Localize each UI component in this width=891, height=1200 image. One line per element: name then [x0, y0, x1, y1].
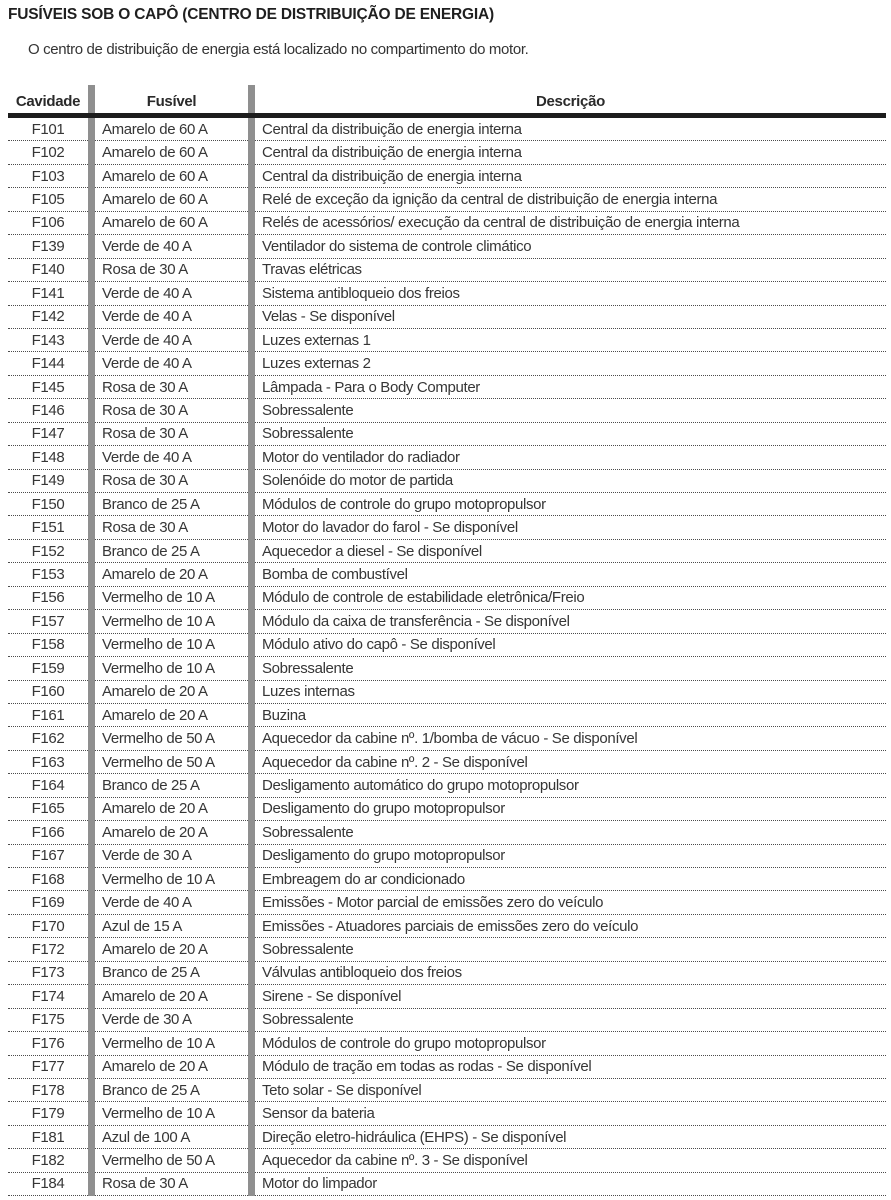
fuse-cell: Amarelo de 60 A	[102, 191, 208, 209]
table-row	[8, 1032, 886, 1055]
description-cell: Sensor da bateria	[262, 1105, 375, 1123]
cavity-cell: F152	[31, 542, 65, 560]
fuse-cell: Amarelo de 20 A	[102, 823, 208, 841]
description-cell: Luzes externas 2	[262, 355, 371, 373]
cavity-cell: F146	[31, 401, 65, 419]
fuse-cell: Amarelo de 60 A	[102, 144, 208, 162]
table-row	[8, 751, 886, 774]
fuse-table	[8, 85, 886, 1196]
fuse-cell: Amarelo de 60 A	[102, 214, 208, 232]
description-cell: Teto solar - Se disponível	[262, 1081, 422, 1099]
table-row	[8, 868, 886, 891]
table-row	[8, 915, 886, 938]
fuse-cell: Rosa de 30 A	[102, 378, 188, 396]
description-cell: Relé de exceção da ignição da central de distribuição de energia interna	[262, 191, 718, 209]
column-header-descricao: Descrição	[535, 93, 605, 110]
description-cell: Emissões - Atuadores parciais de emissões zero do veículo	[262, 917, 639, 935]
cavity-cell: F159	[31, 659, 65, 677]
description-cell: Direção eletro-hidráulica (EHPS) - Se disponível	[262, 1128, 567, 1146]
cavity-cell: F101	[31, 120, 65, 138]
cavity-cell: F139	[31, 237, 65, 255]
cavity-cell: F181	[31, 1128, 65, 1146]
table-row	[8, 493, 886, 516]
column-divider-bar	[248, 85, 255, 1196]
fuse-cell: Verde de 40 A	[102, 448, 192, 466]
cavity-cell: F161	[31, 706, 65, 724]
description-cell: Módulo da caixa de transferência - Se disponível	[262, 612, 570, 630]
table-row	[8, 516, 886, 539]
cavity-cell: F162	[31, 730, 65, 748]
table-row	[8, 891, 886, 914]
page-title: FUSÍVEIS SOB O CAPÔ (CENTRO DE DISTRIBUIÇÃO DE ENERGIA)	[8, 6, 494, 23]
fuse-cell: Amarelo de 20 A	[102, 683, 208, 701]
cavity-cell: F156	[31, 589, 65, 607]
table-row	[8, 821, 886, 844]
cavity-cell: F160	[31, 683, 65, 701]
fuse-cell: Verde de 40 A	[102, 894, 192, 912]
cavity-cell: F153	[31, 566, 65, 584]
cavity-cell: F150	[31, 495, 65, 513]
table-row	[8, 587, 886, 610]
description-cell: Bomba de combustível	[262, 566, 408, 584]
cavity-cell: F145	[31, 378, 65, 396]
table-row	[8, 352, 886, 375]
fuse-cell: Vermelho de 10 A	[102, 1105, 215, 1123]
cavity-cell: F163	[31, 753, 65, 771]
description-cell: Aquecedor da cabine nº. 2 - Se disponível	[262, 753, 528, 771]
description-cell: Sobressalente	[262, 1011, 354, 1029]
table-row	[8, 141, 886, 164]
fuse-cell: Branco de 25 A	[102, 1081, 200, 1099]
description-cell: Módulo de tração em todas as rodas - Se disponível	[262, 1058, 592, 1076]
description-cell: Sobressalente	[262, 659, 354, 677]
table-row	[8, 563, 886, 586]
table-row	[8, 727, 886, 750]
table-row	[8, 985, 886, 1008]
cavity-cell: F174	[31, 987, 65, 1005]
description-cell: Sobressalente	[262, 401, 354, 419]
description-cell: Central da distribuição de energia interna	[262, 144, 522, 162]
fuse-cell: Rosa de 30 A	[102, 401, 188, 419]
cavity-cell: F178	[31, 1081, 65, 1099]
table-row	[8, 938, 886, 961]
cavity-cell: F102	[31, 144, 65, 162]
fuse-cell: Branco de 25 A	[102, 776, 200, 794]
cavity-cell: F176	[31, 1034, 65, 1052]
cavity-cell: F166	[31, 823, 65, 841]
description-cell: Embreagem do ar condicionado	[262, 870, 465, 888]
header-rule	[8, 113, 886, 118]
column-header-cavidade: Cavidade	[15, 93, 81, 110]
description-cell: Motor do lavador do farol - Se disponível	[262, 519, 518, 537]
description-cell: Sobressalente	[262, 823, 354, 841]
fuse-cell: Amarelo de 20 A	[102, 800, 208, 818]
description-cell: Luzes internas	[262, 683, 355, 701]
fuse-cell: Rosa de 30 A	[102, 519, 188, 537]
description-cell: Desligamento do grupo motopropulsor	[262, 800, 505, 818]
table-row	[8, 188, 886, 211]
table-row	[8, 282, 886, 305]
fuse-cell: Amarelo de 20 A	[102, 987, 208, 1005]
cavity-cell: F143	[31, 331, 65, 349]
fuse-cell: Amarelo de 20 A	[102, 566, 208, 584]
cavity-cell: F148	[31, 448, 65, 466]
table-row	[8, 118, 886, 141]
table-row	[8, 259, 886, 282]
description-cell: Aquecedor a diesel - Se disponível	[262, 542, 482, 560]
description-cell: Módulos de controle do grupo motopropulsor	[262, 495, 546, 513]
fuse-cell: Vermelho de 50 A	[102, 1151, 215, 1169]
fuse-cell: Vermelho de 10 A	[102, 589, 215, 607]
table-row	[8, 681, 886, 704]
description-cell: Módulos de controle do grupo motopropulsor	[262, 1034, 546, 1052]
table-row	[8, 1149, 886, 1172]
description-cell: Ventilador do sistema de controle climático	[262, 237, 532, 255]
fuse-cell: Branco de 25 A	[102, 542, 200, 560]
cavity-cell: F141	[31, 284, 65, 302]
table-row	[8, 306, 886, 329]
fuse-cell: Vermelho de 10 A	[102, 612, 215, 630]
table-row	[8, 1009, 886, 1032]
table-row	[8, 1173, 886, 1196]
fuse-cell: Rosa de 30 A	[102, 472, 188, 490]
table-row	[8, 423, 886, 446]
description-cell: Central da distribuição de energia interna	[262, 167, 522, 185]
description-cell: Válvulas antibloqueio dos freios	[262, 964, 462, 982]
fuse-cell: Amarelo de 20 A	[102, 706, 208, 724]
table-header-row	[8, 85, 886, 113]
description-cell: Emissões - Motor parcial de emissões zero do veículo	[262, 894, 604, 912]
table-row	[8, 610, 886, 633]
column-header-fusivel: Fusível	[146, 93, 197, 110]
description-cell: Aquecedor da cabine nº. 3 - Se disponível	[262, 1151, 528, 1169]
description-cell: Lâmpada - Para o Body Computer	[262, 378, 480, 396]
fuse-cell: Amarelo de 60 A	[102, 120, 208, 138]
description-cell: Desligamento do grupo motopropulsor	[262, 847, 505, 865]
description-cell: Sobressalente	[262, 425, 354, 443]
table-row	[8, 704, 886, 727]
description-cell: Motor do ventilador do radiador	[262, 448, 460, 466]
cavity-cell: F106	[31, 214, 65, 232]
description-cell: Sobressalente	[262, 941, 354, 959]
table-row	[8, 1079, 886, 1102]
cavity-cell: F169	[31, 894, 65, 912]
table-row	[8, 470, 886, 493]
fuse-cell: Rosa de 30 A	[102, 425, 188, 443]
fuse-cell: Verde de 40 A	[102, 308, 192, 326]
table-row	[8, 657, 886, 680]
table-row	[8, 634, 886, 657]
fuse-cell: Vermelho de 50 A	[102, 753, 215, 771]
cavity-cell: F179	[31, 1105, 65, 1123]
fuse-cell: Verde de 40 A	[102, 237, 192, 255]
table-row	[8, 1102, 886, 1125]
table-row	[8, 774, 886, 797]
description-cell: Buzina	[262, 706, 306, 724]
cavity-cell: F105	[31, 191, 65, 209]
description-cell: Motor do limpador	[262, 1175, 377, 1193]
cavity-cell: F140	[31, 261, 65, 279]
description-cell: Luzes externas 1	[262, 331, 371, 349]
cavity-cell: F175	[31, 1011, 65, 1029]
cavity-cell: F184	[31, 1175, 65, 1193]
description-cell: Desligamento automático do grupo motopropulsor	[262, 776, 579, 794]
fuse-cell: Vermelho de 10 A	[102, 659, 215, 677]
fuse-cell: Amarelo de 60 A	[102, 167, 208, 185]
description-cell: Solenóide do motor de partida	[262, 472, 453, 490]
fuse-cell: Verde de 30 A	[102, 847, 192, 865]
cavity-cell: F168	[31, 870, 65, 888]
cavity-cell: F170	[31, 917, 65, 935]
fuse-cell: Rosa de 30 A	[102, 1175, 188, 1193]
description-cell: Travas elétricas	[262, 261, 362, 279]
description-cell: Sistema antibloqueio dos freios	[262, 284, 460, 302]
cavity-cell: F164	[31, 776, 65, 794]
intro-text: O centro de distribuição de energia está localizado no compartimento do motor.	[28, 41, 529, 58]
fuse-cell: Azul de 100 A	[102, 1128, 191, 1146]
description-cell: Aquecedor da cabine nº. 1/bomba de vácuo - Se disponível	[262, 730, 638, 748]
table-row	[8, 235, 886, 258]
cavity-cell: F177	[31, 1058, 65, 1076]
fuse-cell: Azul de 15 A	[102, 917, 183, 935]
cavity-cell: F147	[31, 425, 65, 443]
table-body	[8, 118, 886, 1196]
table-row	[8, 329, 886, 352]
cavity-cell: F151	[31, 519, 65, 537]
table-row	[8, 1126, 886, 1149]
cavity-cell: F142	[31, 308, 65, 326]
fuse-cell: Amarelo de 20 A	[102, 941, 208, 959]
fuse-cell: Vermelho de 10 A	[102, 1034, 215, 1052]
description-cell: Central da distribuição de energia interna	[262, 120, 522, 138]
table-row	[8, 165, 886, 188]
cavity-cell: F182	[31, 1151, 65, 1169]
table-row	[8, 540, 886, 563]
fuse-cell: Branco de 25 A	[102, 495, 200, 513]
table-row	[8, 798, 886, 821]
table-row	[8, 845, 886, 868]
table-row	[8, 376, 886, 399]
table-row	[8, 446, 886, 469]
fuse-cell: Rosa de 30 A	[102, 261, 188, 279]
fuse-cell: Amarelo de 20 A	[102, 1058, 208, 1076]
fuse-cell: Vermelho de 10 A	[102, 870, 215, 888]
description-cell: Módulo ativo do capô - Se disponível	[262, 636, 496, 654]
fuse-cell: Verde de 40 A	[102, 355, 192, 373]
cavity-cell: F157	[31, 612, 65, 630]
description-cell: Relés de acessórios/ execução da central de distribuição de energia interna	[262, 214, 740, 232]
fuse-cell: Verde de 40 A	[102, 284, 192, 302]
fuse-cell: Verde de 40 A	[102, 331, 192, 349]
table-row	[8, 962, 886, 985]
cavity-cell: F149	[31, 472, 65, 490]
description-cell: Sirene - Se disponível	[262, 987, 402, 1005]
cavity-cell: F165	[31, 800, 65, 818]
cavity-cell: F158	[31, 636, 65, 654]
fuse-cell: Verde de 30 A	[102, 1011, 192, 1029]
column-divider-bar	[88, 85, 95, 1196]
table-row	[8, 212, 886, 235]
cavity-cell: F173	[31, 964, 65, 982]
cavity-cell: F172	[31, 941, 65, 959]
fuse-cell: Vermelho de 10 A	[102, 636, 215, 654]
fuse-cell: Vermelho de 50 A	[102, 730, 215, 748]
table-row	[8, 399, 886, 422]
fuse-cell: Branco de 25 A	[102, 964, 200, 982]
cavity-cell: F103	[31, 167, 65, 185]
cavity-cell: F167	[31, 847, 65, 865]
table-row	[8, 1056, 886, 1079]
description-cell: Velas - Se disponível	[262, 308, 395, 326]
description-cell: Módulo de controle de estabilidade eletrônica/Freio	[262, 589, 585, 607]
cavity-cell: F144	[31, 355, 65, 373]
